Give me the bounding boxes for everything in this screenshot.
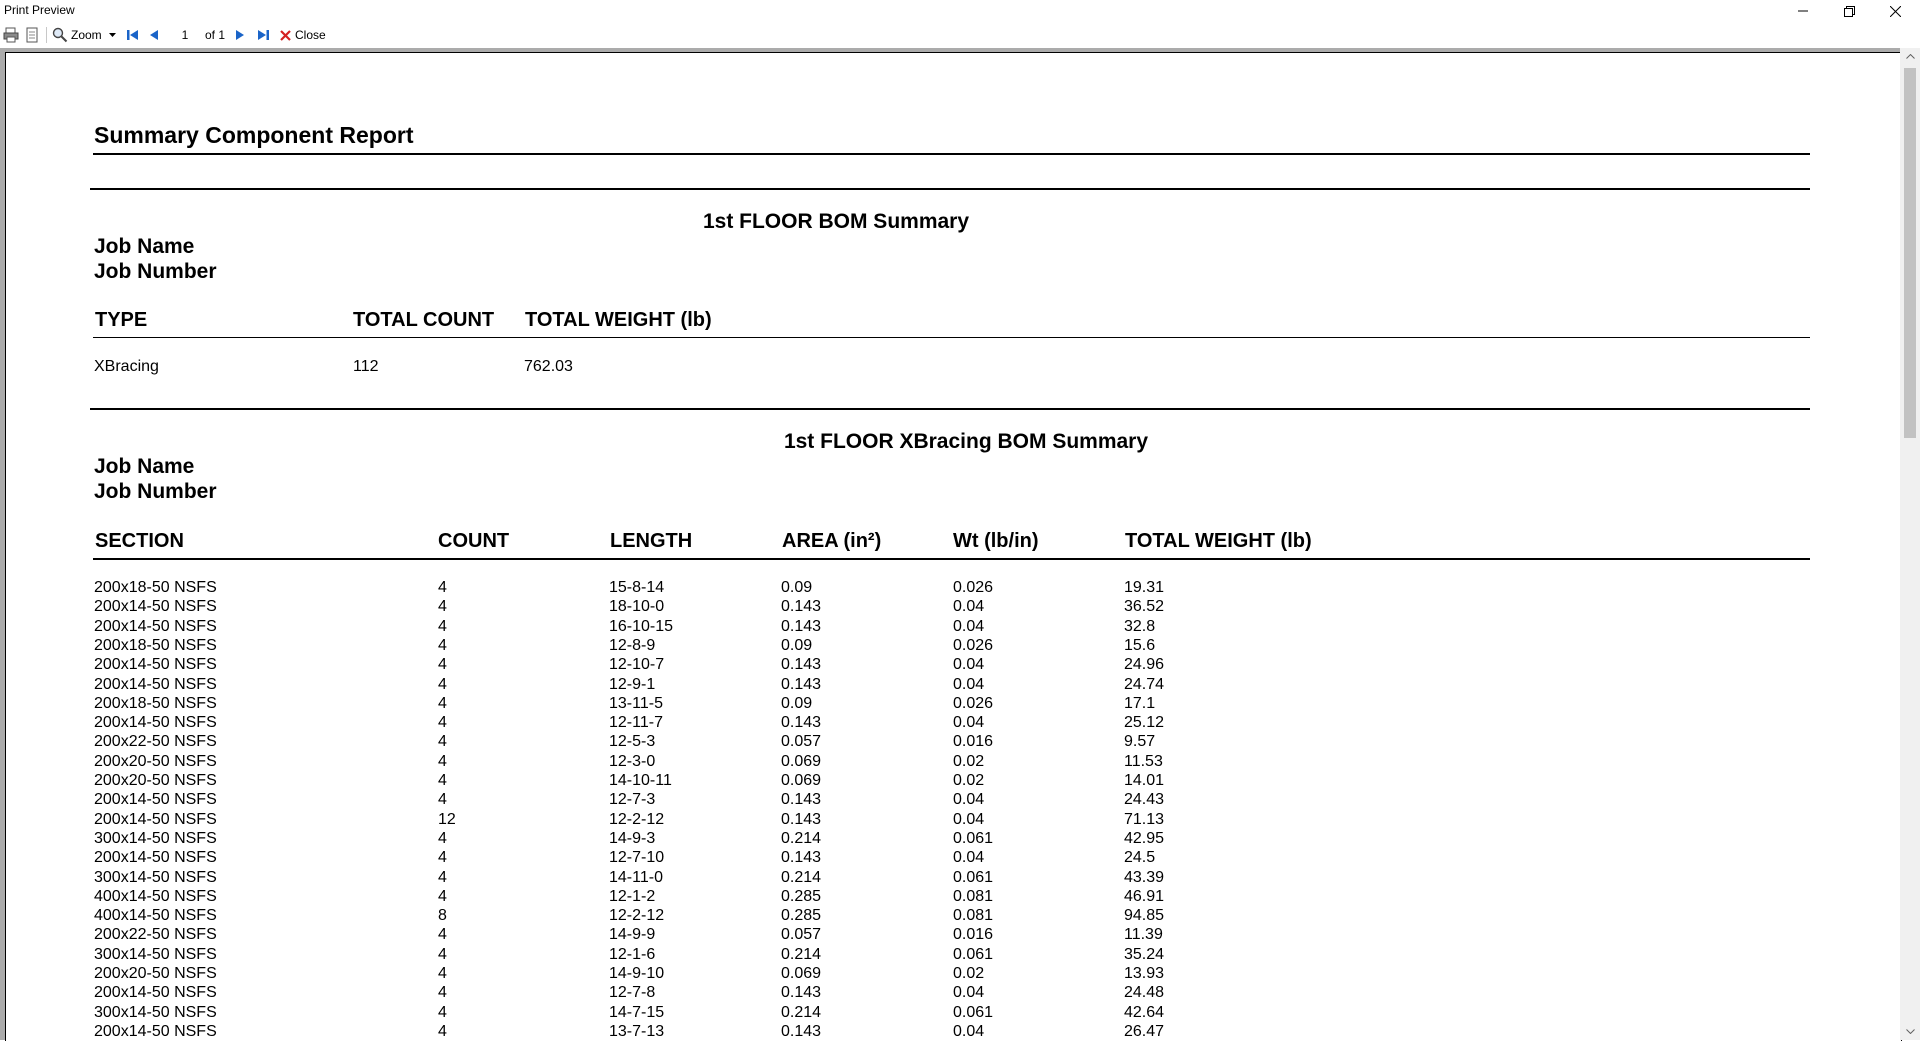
area-cell: 0.143 xyxy=(781,714,822,732)
count-cell: 4 xyxy=(438,849,447,867)
count-cell: 4 xyxy=(438,656,447,674)
table-row xyxy=(6,695,1606,714)
col-header-section: SECTION xyxy=(95,530,184,552)
zoom-label: Zoom xyxy=(71,28,102,42)
minimize-icon xyxy=(1798,6,1808,16)
table-row xyxy=(6,965,1606,984)
table-row xyxy=(6,926,1606,945)
scroll-down-button[interactable] xyxy=(1900,1023,1920,1040)
section-cell: 200x14-50 NSFS xyxy=(94,598,217,616)
area-cell: 0.09 xyxy=(781,636,813,654)
page-of-text: of 1 xyxy=(205,28,226,42)
count-cell: 4 xyxy=(438,617,447,635)
area-cell: 0.143 xyxy=(781,598,822,616)
length-cell: 12-11-7 xyxy=(609,714,663,732)
length-cell: 16-10-15 xyxy=(609,617,674,635)
wt-per-inch-cell: 0.04 xyxy=(953,1022,985,1040)
section-cell: 200x14-50 NSFS xyxy=(94,984,217,1002)
length-cell: 12-7-3 xyxy=(609,791,656,809)
total-weight-cell: 42.95 xyxy=(1124,829,1165,847)
area-cell: 0.069 xyxy=(781,752,822,770)
section-cell: 300x14-50 NSFS xyxy=(94,868,217,886)
section-cell: 200x22-50 NSFS xyxy=(94,733,217,751)
table-row xyxy=(6,714,1606,733)
total-weight-cell: 17.1 xyxy=(1124,694,1156,712)
bom-count-cell: 112 xyxy=(353,358,379,375)
minimize-button[interactable] xyxy=(1780,0,1826,22)
wt-per-inch-cell: 0.04 xyxy=(953,617,985,635)
scrollbar-thumb[interactable] xyxy=(1904,68,1916,438)
table-row xyxy=(6,946,1606,965)
wt-per-inch-cell: 0.081 xyxy=(953,907,994,925)
section-cell: 200x14-50 NSFS xyxy=(94,714,217,732)
count-cell: 4 xyxy=(438,887,447,905)
wt-per-inch-cell: 0.061 xyxy=(953,945,994,963)
wt-per-inch-cell: 0.02 xyxy=(953,965,985,982)
table-row xyxy=(6,1004,1606,1023)
area-cell: 0.285 xyxy=(781,907,822,925)
table-row xyxy=(6,753,1606,772)
wt-per-inch-cell: 0.04 xyxy=(953,598,985,616)
magnifier-icon xyxy=(52,27,68,43)
count-cell: 4 xyxy=(438,984,447,1002)
red-x-icon xyxy=(280,30,291,41)
page-setup-button[interactable] xyxy=(24,22,40,48)
total-weight-cell: 24.48 xyxy=(1124,984,1165,1002)
count-cell: 4 xyxy=(438,598,447,616)
count-cell: 8 xyxy=(438,907,447,925)
total-weight-cell: 11.39 xyxy=(1124,926,1163,944)
length-cell: 12-10-7 xyxy=(609,656,665,674)
length-cell: 12-2-12 xyxy=(609,907,665,925)
col-header-length: LENGTH xyxy=(610,530,693,552)
length-cell: 14-10-11 xyxy=(609,772,672,789)
wt-per-inch-cell: 0.02 xyxy=(953,772,985,789)
table-row xyxy=(6,656,1606,675)
title-underline xyxy=(93,153,1810,155)
table-row xyxy=(6,676,1606,695)
window-title: Print Preview xyxy=(4,3,75,17)
total-weight-cell: 35.24 xyxy=(1124,945,1165,963)
header-rule xyxy=(93,558,1810,560)
count-cell: 12 xyxy=(438,810,456,828)
wt-per-inch-cell: 0.061 xyxy=(953,1003,994,1021)
wt-per-inch-cell: 0.016 xyxy=(953,926,994,944)
area-cell: 0.214 xyxy=(781,829,822,847)
col-header-weight-per-inch: Wt (lb/in) xyxy=(953,530,1039,552)
total-weight-cell: 11.53 xyxy=(1124,752,1163,770)
col-header-total-weight: TOTAL WEIGHT (lb) xyxy=(1125,530,1312,552)
section-cell: 200x20-50 NSFS xyxy=(94,965,217,982)
total-weight-cell: 25.12 xyxy=(1124,714,1165,732)
col-header-total-count: TOTAL COUNT xyxy=(353,309,495,331)
section-cell: 200x14-50 NSFS xyxy=(94,675,217,693)
report-page xyxy=(5,52,1902,1041)
report-title: Summary Component Report xyxy=(94,122,414,148)
total-weight-cell: 42.64 xyxy=(1124,1003,1165,1021)
next-page-icon xyxy=(234,28,246,42)
section-divider xyxy=(90,408,1810,410)
total-weight-cell: 9.57 xyxy=(1124,733,1156,751)
count-cell: 4 xyxy=(438,579,447,596)
wt-per-inch-cell: 0.02 xyxy=(953,752,985,770)
count-cell: 4 xyxy=(438,675,447,693)
vertical-scrollbar[interactable] xyxy=(1900,48,1920,1040)
area-cell: 0.214 xyxy=(781,1003,822,1021)
first-page-button[interactable] xyxy=(126,22,140,48)
last-page-button[interactable] xyxy=(256,22,270,48)
area-cell: 0.143 xyxy=(781,675,822,693)
wt-per-inch-cell: 0.04 xyxy=(953,656,985,674)
section-divider xyxy=(90,188,1810,190)
wt-per-inch-cell: 0.04 xyxy=(953,791,985,809)
printer-icon xyxy=(3,27,19,43)
section-cell: 400x14-50 NSFS xyxy=(94,887,217,905)
table-row xyxy=(6,772,1606,791)
col-header-count: COUNT xyxy=(438,530,510,552)
section-cell: 200x18-50 NSFS xyxy=(94,579,217,596)
close-label: Close xyxy=(295,28,326,42)
length-cell: 12-1-6 xyxy=(609,945,656,963)
wt-per-inch-cell: 0.081 xyxy=(953,887,994,905)
wt-per-inch-cell: 0.04 xyxy=(953,810,985,828)
length-cell: 13-7-13 xyxy=(609,1022,665,1040)
col-header-area: AREA (in²) xyxy=(782,530,882,552)
table-row xyxy=(6,984,1606,1003)
table-row xyxy=(6,869,1606,888)
length-cell: 12-7-8 xyxy=(609,984,656,1002)
page-number-input[interactable] xyxy=(175,22,195,48)
section-cell: 300x14-50 NSFS xyxy=(94,945,217,963)
xbracing-summary-title: 1st FLOOR XBracing BOM Summary xyxy=(783,430,1149,453)
total-weight-cell: 19.31 xyxy=(1124,579,1165,596)
job-name-label: Job Name xyxy=(94,235,195,258)
zoom-dropdown[interactable] xyxy=(52,22,116,48)
chevron-down-icon xyxy=(1906,1029,1915,1034)
close-icon xyxy=(1890,6,1901,17)
bom-summary-title: 1st FLOOR BOM Summary xyxy=(702,210,970,233)
count-cell: 4 xyxy=(438,752,447,770)
section-cell: 200x14-50 NSFS xyxy=(94,810,217,828)
count-cell: 4 xyxy=(438,791,447,809)
area-cell: 0.285 xyxy=(781,887,822,905)
wt-per-inch-cell: 0.04 xyxy=(953,714,985,732)
length-cell: 12-7-10 xyxy=(609,849,665,867)
total-weight-cell: 24.74 xyxy=(1124,675,1165,693)
count-cell: 4 xyxy=(438,714,447,732)
table-row xyxy=(6,811,1606,830)
area-cell: 0.143 xyxy=(781,656,822,674)
toolbar-separator xyxy=(46,27,47,43)
total-weight-cell: 26.47 xyxy=(1124,1022,1165,1040)
length-cell: 14-7-15 xyxy=(609,1003,665,1021)
first-page-icon xyxy=(126,28,140,42)
table-row xyxy=(6,849,1606,868)
length-cell: 12-2-12 xyxy=(609,810,665,828)
page-number-value: 1 xyxy=(181,28,189,42)
area-cell: 0.057 xyxy=(781,926,822,944)
section-cell: 200x14-50 NSFS xyxy=(94,791,217,809)
table-row xyxy=(6,830,1606,849)
total-weight-cell: 15.6 xyxy=(1124,636,1156,654)
total-weight-cell: 24.43 xyxy=(1124,791,1165,809)
chevron-up-icon xyxy=(1906,54,1915,59)
total-weight-cell: 43.39 xyxy=(1124,868,1165,886)
previous-page-icon xyxy=(148,28,160,42)
area-cell: 0.143 xyxy=(781,810,822,828)
table-row xyxy=(6,618,1606,637)
section-cell: 200x18-50 NSFS xyxy=(94,636,217,654)
length-cell: 18-10-0 xyxy=(609,598,665,616)
section-cell: 200x20-50 NSFS xyxy=(94,752,217,770)
page-count-label xyxy=(205,22,225,48)
close-preview-button[interactable] xyxy=(280,22,326,48)
job-number-label: Job Number xyxy=(94,260,217,283)
section-cell: 200x18-50 NSFS xyxy=(94,694,217,712)
length-cell: 14-11-0 xyxy=(609,868,663,886)
bom-weight-cell: 762.03 xyxy=(524,358,573,375)
wt-per-inch-cell: 0.04 xyxy=(953,675,985,693)
total-weight-cell: 24.5 xyxy=(1124,849,1156,867)
total-weight-cell: 14.01 xyxy=(1124,772,1165,789)
count-cell: 4 xyxy=(438,868,447,886)
area-cell: 0.143 xyxy=(781,849,822,867)
job-number-label: Job Number xyxy=(94,480,217,503)
page-setup-icon xyxy=(24,27,40,43)
section-cell: 400x14-50 NSFS xyxy=(94,907,217,925)
window-close-button[interactable] xyxy=(1872,0,1918,22)
total-weight-cell: 24.96 xyxy=(1124,656,1165,674)
section-cell: 300x14-50 NSFS xyxy=(94,1003,217,1021)
length-cell: 12-5-3 xyxy=(609,733,656,751)
length-cell: 14-9-9 xyxy=(609,926,656,944)
count-cell: 4 xyxy=(438,1003,447,1021)
chevron-down-icon xyxy=(109,33,116,37)
table-row xyxy=(6,637,1606,656)
wt-per-inch-cell: 0.04 xyxy=(953,984,985,1002)
total-weight-cell: 13.93 xyxy=(1124,965,1165,982)
table-row xyxy=(6,733,1606,752)
section-cell: 200x22-50 NSFS xyxy=(94,926,217,944)
next-page-button[interactable] xyxy=(234,22,246,48)
area-cell: 0.069 xyxy=(781,772,822,789)
table-row xyxy=(6,791,1606,810)
count-cell: 4 xyxy=(438,945,447,963)
count-cell: 4 xyxy=(438,733,447,751)
count-cell: 4 xyxy=(438,965,447,982)
count-cell: 4 xyxy=(438,829,447,847)
length-cell: 12-3-0 xyxy=(609,752,656,770)
previous-page-button[interactable] xyxy=(148,22,160,48)
bom-type-cell: XBracing xyxy=(94,358,159,375)
section-cell: 200x20-50 NSFS xyxy=(94,772,217,789)
wt-per-inch-cell: 0.04 xyxy=(953,849,985,867)
length-cell: 15-8-14 xyxy=(609,579,665,596)
area-cell: 0.214 xyxy=(781,945,822,963)
area-cell: 0.143 xyxy=(781,617,822,635)
length-cell: 14-9-10 xyxy=(609,965,665,982)
section-cell: 200x14-50 NSFS xyxy=(94,849,217,867)
total-weight-cell: 94.85 xyxy=(1124,907,1165,925)
restore-icon xyxy=(1844,6,1855,17)
area-cell: 0.143 xyxy=(781,984,822,1002)
count-cell: 4 xyxy=(438,772,447,789)
last-page-icon xyxy=(256,28,270,42)
wt-per-inch-cell: 0.026 xyxy=(953,694,994,712)
length-cell: 12-1-2 xyxy=(609,887,656,905)
length-cell: 13-11-5 xyxy=(609,694,663,712)
col-header-total-weight: TOTAL WEIGHT (lb) xyxy=(525,309,712,331)
scroll-up-button[interactable] xyxy=(1900,48,1920,65)
preview-toolbar xyxy=(0,22,1920,48)
section-cell: 200x14-50 NSFS xyxy=(94,617,217,635)
area-cell: 0.09 xyxy=(781,579,813,596)
count-cell: 4 xyxy=(438,926,447,944)
section-cell: 300x14-50 NSFS xyxy=(94,829,217,847)
restore-button[interactable] xyxy=(1826,0,1872,22)
total-weight-cell: 32.8 xyxy=(1124,617,1156,635)
wt-per-inch-cell: 0.061 xyxy=(953,829,994,847)
area-cell: 0.069 xyxy=(781,965,822,982)
header-rule xyxy=(93,337,1810,338)
wt-per-inch-cell: 0.016 xyxy=(953,733,994,751)
table-row xyxy=(6,1023,1606,1042)
area-cell: 0.143 xyxy=(781,791,822,809)
section-cell: 200x14-50 NSFS xyxy=(94,1022,217,1040)
area-cell: 0.09 xyxy=(781,694,813,712)
wt-per-inch-cell: 0.026 xyxy=(953,636,994,654)
job-name-label: Job Name xyxy=(94,455,195,478)
length-cell: 12-9-1 xyxy=(609,675,656,693)
area-cell: 0.143 xyxy=(781,1022,822,1040)
wt-per-inch-cell: 0.061 xyxy=(953,868,994,886)
title-bar xyxy=(0,0,1920,22)
area-cell: 0.214 xyxy=(781,868,822,886)
table-row xyxy=(6,907,1606,926)
count-cell: 4 xyxy=(438,694,447,712)
length-cell: 14-9-3 xyxy=(609,829,656,847)
total-weight-cell: 71.13 xyxy=(1124,810,1165,828)
length-cell: 12-8-9 xyxy=(609,636,656,654)
section-cell: 200x14-50 NSFS xyxy=(94,656,217,674)
print-button[interactable] xyxy=(3,22,19,48)
area-cell: 0.057 xyxy=(781,733,822,751)
table-row xyxy=(6,579,1606,598)
table-row xyxy=(6,888,1606,907)
total-weight-cell: 36.52 xyxy=(1124,598,1165,616)
count-cell: 4 xyxy=(438,636,447,654)
wt-per-inch-cell: 0.026 xyxy=(953,579,994,596)
col-header-type: TYPE xyxy=(95,309,148,331)
total-weight-cell: 46.91 xyxy=(1124,887,1165,905)
table-row xyxy=(6,598,1606,617)
count-cell: 4 xyxy=(438,1022,447,1040)
